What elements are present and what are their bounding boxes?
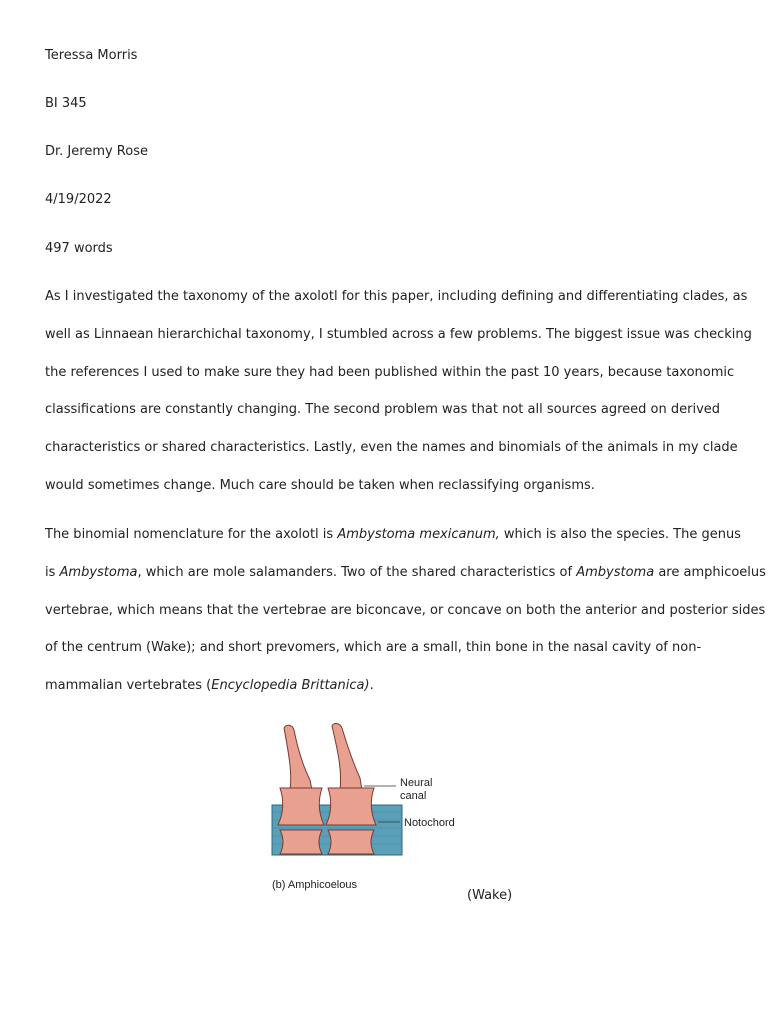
source-title: Encyclopedia Brittanica) <box>211 678 370 694</box>
course-code: BI 345 <box>45 96 87 111</box>
word-count: 497 words <box>45 241 113 256</box>
centrum-lower-left <box>280 830 322 854</box>
paragraph-line: well as Linnaean hierarchichal taxonomy, I stumbled across a few problems. The biggest issue was checking <box>45 326 752 342</box>
figure-source-citation: (Wake) <box>467 888 513 903</box>
paragraph-line: is Ambystoma, which are mole salamanders. Two of the shared characteristics of Ambystoma are amphicoelus <box>45 564 766 580</box>
paragraph-line: would sometimes change. Much care should be taken when reclassifying organisms. <box>45 477 595 493</box>
amphicoelous-vertebrae-figure <box>262 720 472 900</box>
paragraph-line: classifications are constantly changing. The second problem was that not all sources agreed on derived <box>45 402 721 418</box>
neural-canal-label-2: canal <box>400 790 427 802</box>
genus-name: Ambystoma <box>576 564 655 580</box>
vertebrae-illustration <box>262 720 472 900</box>
paragraph-nomenclature <box>45 527 766 716</box>
centrum-left <box>278 788 324 825</box>
date: 4/19/2022 <box>45 192 112 207</box>
neural-spine-right <box>332 724 362 790</box>
centrum-right <box>326 788 376 825</box>
instructor-name: Dr. Jeremy Rose <box>45 144 148 159</box>
paragraph-line: As I investigated the taxonomy of the axolotl for this paper, including defining and differentiating clades, as <box>45 289 748 304</box>
author-name: Teressa Morris <box>45 48 138 63</box>
centrum-lower-right <box>328 830 374 854</box>
paragraph-line: the references I used to make sure they had been published within the past 10 years, because taxonomic <box>45 364 735 380</box>
paragraph-line: of the centrum (Wake); and short prevomers, which are a small, thin bone in the nasal cavity of non- <box>45 640 702 656</box>
genus-name: Ambystoma <box>59 564 138 580</box>
paragraph-line: The binomial nomenclature for the axolotl is Ambystoma mexicanum, which is also the species. The genus <box>45 527 741 542</box>
notochord-label: Notochord <box>404 817 455 829</box>
figure-caption: (b) Amphicoelous <box>272 879 357 891</box>
neural-spine-left <box>284 725 312 790</box>
species-name: Ambystoma mexicanum, <box>337 527 500 542</box>
neural-canal-label-1: Neural <box>400 777 433 789</box>
paragraph-line: vertebrae, which means that the vertebrae are biconcave, or concave on both the anterior and posterior sides <box>45 602 766 618</box>
paragraph-line: mammalian vertebrates (Encyclopedia Brittanica). <box>45 678 374 694</box>
paragraph-line: characteristics or shared characteristics. Lastly, even the names and binomials of the animals in my clade <box>45 440 738 456</box>
paragraph-intro <box>45 289 752 516</box>
